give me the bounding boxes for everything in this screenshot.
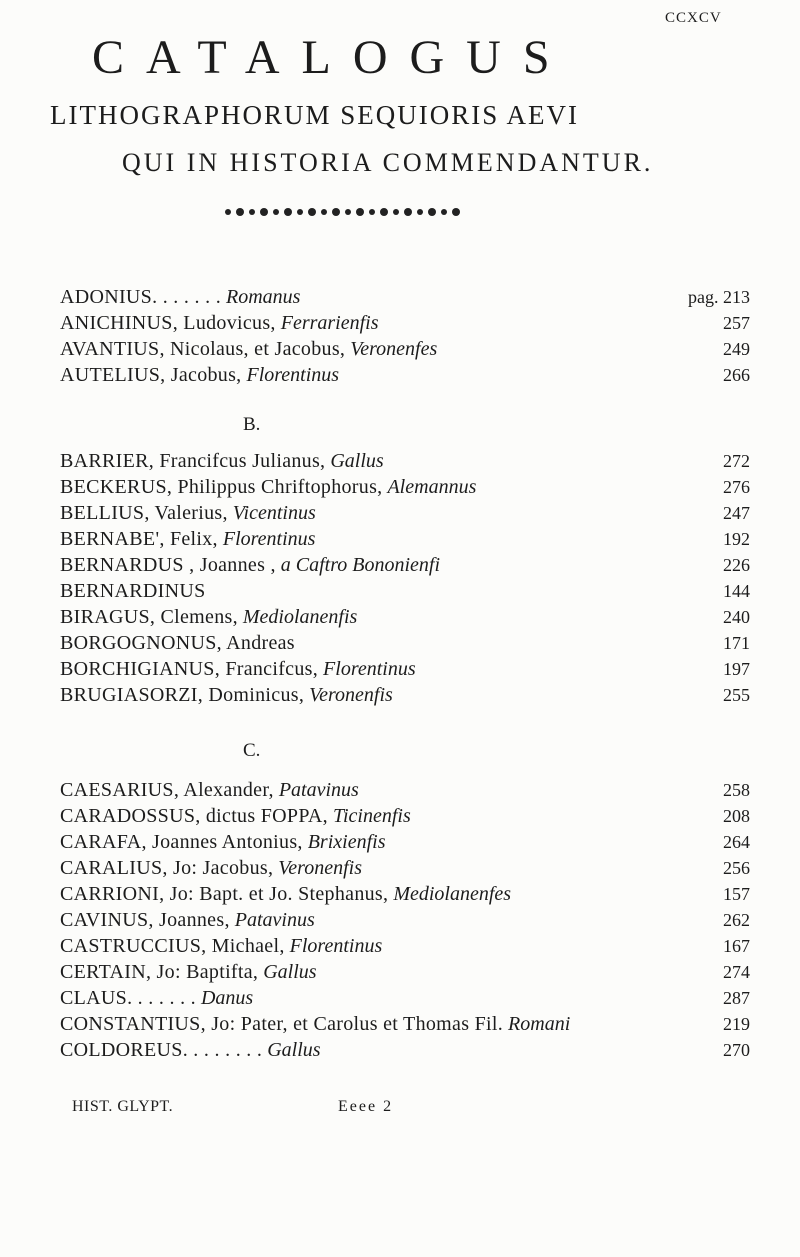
entry-name: BARRIER, Francifcus Julianus, <box>60 450 326 472</box>
entry-name: AVANTIUS, Nicolaus, et Jacobus, <box>60 338 346 360</box>
subtitle: LITHOGRAPHORUM SEQUIORIS AEVI <box>50 100 580 130</box>
catalog-entry <box>60 985 750 1011</box>
entry-epithet: Vicentinus <box>232 502 316 524</box>
entry-epithet: Florentinus <box>289 935 383 957</box>
entry-page: 264 <box>723 832 750 852</box>
catalog-entry <box>60 682 750 708</box>
entry-page: 287 <box>723 988 750 1008</box>
entry-name: BORGOGNONUS, Andreas <box>60 632 295 654</box>
entry-name: BERNARDINUS <box>60 580 206 602</box>
entry-epithet: Florentinus <box>246 364 340 386</box>
footer-running-title: HIST. GLYPT. <box>72 1098 174 1115</box>
entry-name: CASTRUCCIUS, Michael, <box>60 935 285 957</box>
entry-page: 197 <box>723 659 750 679</box>
entry-name: BORCHIGIANUS, Francifcus, <box>60 658 319 680</box>
entry-name: BECKERUS, Philippus Chriftophorus, <box>60 476 383 498</box>
section-letter-c: C. <box>243 740 261 761</box>
entry-name: BERNABE', Felix, <box>60 528 218 550</box>
catalog-entry <box>60 777 750 803</box>
entry-page: 270 <box>723 1040 750 1060</box>
entry-page: 144 <box>723 581 750 601</box>
entry-page: 255 <box>723 685 750 705</box>
entry-name: CERTAIN, Jo: Baptifta, <box>60 961 259 983</box>
entry-epithet: Alemannus <box>387 476 477 498</box>
entry-page: 274 <box>723 962 750 982</box>
entry-epithet: Danus <box>200 987 254 1009</box>
entry-epithet: Gallus <box>263 961 317 983</box>
entry-page: 226 <box>723 555 750 575</box>
entry-epithet: Mediolanenfis <box>242 606 358 628</box>
catalog-entry <box>60 284 750 310</box>
entry-name: CARRIONI, Jo: Bapt. et Jo. Stephanus, <box>60 883 389 905</box>
page-number: CCXCV <box>665 10 722 26</box>
catalog-entry <box>60 310 750 336</box>
entry-epithet: Mediolanenfes <box>393 883 512 905</box>
section-letter-b: B. <box>243 414 261 435</box>
entry-epithet: Patavinus <box>278 779 359 801</box>
catalog-entry <box>60 578 750 604</box>
catalog-entry <box>60 803 750 829</box>
entry-epithet: Ferrarienfis <box>280 312 379 334</box>
entry-page: 266 <box>723 365 750 385</box>
entry-page: 213 <box>723 287 750 307</box>
catalog-entry <box>60 829 750 855</box>
section-b-entries <box>60 448 750 708</box>
decorative-ornament <box>222 205 465 219</box>
entry-epithet: Romani <box>508 1013 571 1035</box>
entry-epithet: a Caftro Bononienfi <box>280 554 441 576</box>
catalog-entry <box>60 907 750 933</box>
entry-epithet: Gallus <box>330 450 384 472</box>
entry-name: ADONIUS. . . . . . . <box>60 286 221 308</box>
entry-page: 249 <box>723 339 750 359</box>
entry-page: 240 <box>723 607 750 627</box>
title-catalogus: CATALOGUS <box>92 31 572 84</box>
entry-epithet: Florentinus <box>222 528 316 550</box>
catalog-entry <box>60 656 750 682</box>
section-c-entries <box>60 777 750 1063</box>
entry-epithet: Ticinenfis <box>332 805 411 827</box>
entry-name: BRUGIASORZI, Dominicus, <box>60 684 305 706</box>
entry-page: 219 <box>723 1014 750 1034</box>
subtitle-2: QUI IN HISTORIA COMMENDANTUR. <box>122 148 654 177</box>
entry-name: CAVINUS, Joannes, <box>60 909 230 931</box>
entry-page: 192 <box>723 529 750 549</box>
catalog-entry <box>60 362 750 388</box>
entry-name: BIRAGUS, Clemens, <box>60 606 238 628</box>
catalog-entry <box>60 1011 750 1037</box>
entry-name: CARADOSSUS, dictus FOPPA, <box>60 805 328 827</box>
catalog-entry <box>60 336 750 362</box>
entry-name: CONSTANTIUS, Jo: Pater, et Carolus et Thomas Fil. <box>60 1013 504 1035</box>
entry-page: 257 <box>723 313 750 333</box>
catalog-entry <box>60 630 750 656</box>
entry-epithet: Romanus <box>226 286 301 308</box>
catalog-entry <box>60 933 750 959</box>
entry-name: AUTELIUS, Jacobus, <box>60 364 242 386</box>
entry-epithet: Veronenfes <box>350 338 438 360</box>
entry-page: 276 <box>723 477 750 497</box>
entry-page: 247 <box>723 503 750 523</box>
entry-name: BERNARDUS , Joannes , <box>60 554 276 576</box>
entry-page: 262 <box>723 910 750 930</box>
entry-page: 208 <box>723 806 750 826</box>
entry-name: CARAFA, Joannes Antonius, <box>60 831 303 853</box>
pag-label: pag. <box>688 287 719 307</box>
catalog-entry <box>60 448 750 474</box>
entry-epithet: Florentinus <box>323 658 416 680</box>
entry-epithet: Veronenfis <box>278 857 362 879</box>
entry-name: CLAUS. . . . . . . <box>60 987 196 1009</box>
catalog-entry <box>60 474 750 500</box>
entry-page: 258 <box>723 780 750 800</box>
entry-name: BELLIUS, Valerius, <box>60 502 228 524</box>
catalog-entry <box>60 1037 750 1063</box>
entry-page: 167 <box>723 936 750 956</box>
entry-epithet: Veronenfis <box>309 684 393 706</box>
entry-epithet: Gallus <box>267 1039 321 1061</box>
catalog-entry <box>60 526 750 552</box>
catalog-entry <box>60 552 750 578</box>
entry-name: CARALIUS, Jo: Jacobus, <box>60 857 274 879</box>
entry-epithet: Patavinus <box>234 909 315 931</box>
entry-page: 256 <box>723 858 750 878</box>
catalog-entry <box>60 855 750 881</box>
catalog-entry <box>60 500 750 526</box>
entry-name: CAESARIUS, Alexander, <box>60 779 274 801</box>
entry-name: ANICHINUS, Ludovicus, <box>60 312 276 334</box>
catalog-entry <box>60 881 750 907</box>
entry-name: COLDOREUS. . . . . . . . <box>60 1039 263 1061</box>
entry-epithet: Brixienfis <box>307 831 386 853</box>
section-a-entries <box>60 284 750 388</box>
entry-page: 157 <box>723 884 750 904</box>
entry-page: 171 <box>723 633 750 653</box>
entry-page: 272 <box>723 451 750 471</box>
catalog-entry <box>60 604 750 630</box>
footer-signature: Eeee 2 <box>338 1098 394 1115</box>
catalog-entry <box>60 959 750 985</box>
